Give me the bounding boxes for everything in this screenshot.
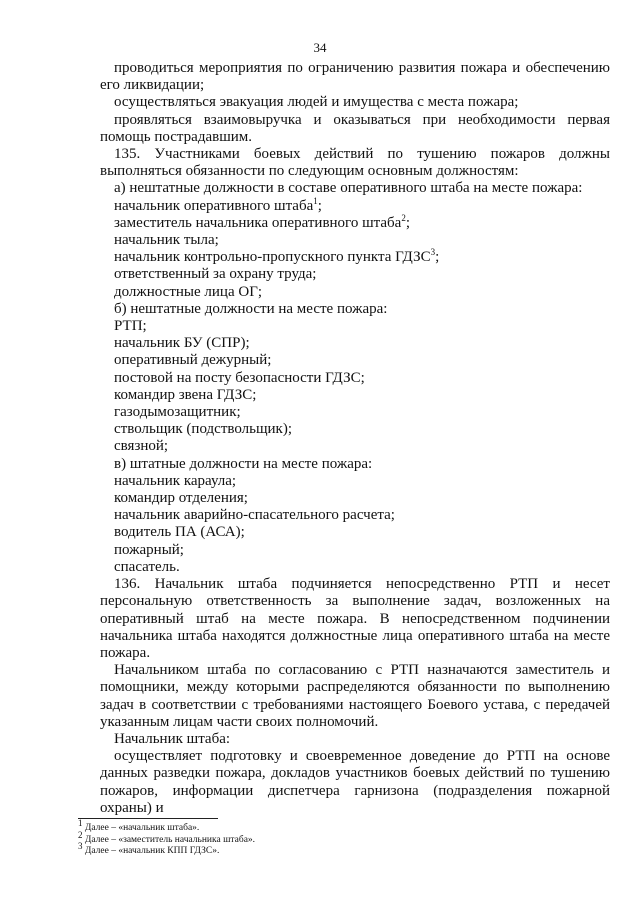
paragraph <box>100 180 610 197</box>
paragraph <box>100 490 610 507</box>
paragraph <box>100 301 610 318</box>
paragraph <box>100 370 610 387</box>
paragraph <box>100 212 610 232</box>
paragraph <box>100 731 610 748</box>
paragraph <box>100 524 610 541</box>
paragraph <box>100 404 610 421</box>
paragraph <box>100 456 610 473</box>
paragraph-text: начальник тыла; <box>114 232 219 249</box>
paragraph <box>100 748 610 817</box>
paragraph-text: начальник аварийно-спасательного расчета; <box>114 507 395 524</box>
footnote-ref: 1 <box>313 195 318 206</box>
paragraph-text: газодымозащитник; <box>114 404 241 421</box>
paragraph-text: осуществляться эвакуация людей и имущества с места пожара; <box>114 94 519 111</box>
paragraph <box>100 421 610 438</box>
paragraph-text: оперативный дежурный; <box>114 352 272 369</box>
paragraph-text: связной; <box>114 438 169 455</box>
footnote-text: Далее – «начальник штаба». <box>82 823 200 834</box>
paragraph <box>100 352 610 369</box>
paragraph-text: начальник караула; <box>114 472 237 489</box>
footnote-ref: 2 <box>401 212 406 223</box>
paragraph-text: командир звена ГДЗС; <box>114 386 257 403</box>
paragraph <box>100 195 610 215</box>
paragraph <box>100 146 610 180</box>
paragraph-text: а) нештатные должности в составе оперативного штаба на месте пожара: <box>114 180 583 197</box>
paragraph-tail: ; <box>435 249 440 266</box>
paragraph <box>100 266 610 283</box>
paragraph <box>100 232 610 249</box>
footnote-number: 2 <box>78 829 83 840</box>
paragraph <box>100 318 610 335</box>
paragraph <box>100 473 610 490</box>
paragraph-text: осуществляет подготовку и своевременное доведение до РТП на основе данных разведки пожара, докладов участников боевых действий по тушению пожаров, информации диспетчера гарнизона (подразделения пожарной охраны) и <box>100 748 610 816</box>
paragraph <box>100 559 610 576</box>
footnote-separator <box>78 818 218 819</box>
paragraph <box>100 438 610 455</box>
paragraph <box>100 662 610 731</box>
paragraph-text: ответственный за охрану труда; <box>114 266 317 283</box>
paragraph-text: постовой на посту безопасности ГДЗС; <box>114 369 365 386</box>
footnote-number: 3 <box>78 841 83 852</box>
paragraph-text: в) штатные должности на месте пожара: <box>114 455 373 472</box>
footnote-ref: 3 <box>430 247 436 258</box>
footnote <box>78 841 598 858</box>
footnote <box>78 818 598 835</box>
paragraph-tail: ; <box>405 214 410 231</box>
paragraph-text: начальник оперативного штаба <box>114 197 314 214</box>
paragraph-text: 135. Участниками боевых действий по тушению пожаров должны выполняться обязанности по следующим основным должностям: <box>100 146 610 180</box>
document-body <box>100 60 610 817</box>
paragraph-text: 136. Начальник штаба подчиняется непосредственно РТП и несет персональную ответственность за выполнение задач, возложенных на оперативный штаб на месте пожара. В непосредственном подчинении начальника штаба находятся должностные лица оперативного штаба на месте пожара. <box>100 576 610 661</box>
paragraph-text: Начальником штаба по согласованию с РТП назначаются заместитель и помощники, между которыми распределяются обязанности по выполнению задач в соответствии с требованиями настоящего Боевого устава, с передачей указанным лицам части своих полномочий. <box>100 662 610 730</box>
page-number: 34 <box>313 40 327 55</box>
paragraph-text: начальник БУ (СПР); <box>114 335 250 352</box>
footnote <box>78 829 598 847</box>
footnotes <box>78 818 598 858</box>
paragraph <box>100 60 610 94</box>
footnote-text: Далее – «заместитель начальника штаба». <box>82 834 256 845</box>
paragraph-text: б) нештатные должности на месте пожара: <box>114 300 388 317</box>
paragraph-text: Начальник штаба: <box>114 730 231 747</box>
paragraph <box>100 112 610 146</box>
paragraph <box>100 94 610 111</box>
paragraph <box>100 387 610 404</box>
paragraph-text: спасатель. <box>114 558 180 575</box>
paragraph <box>100 542 610 559</box>
paragraph-tail: ; <box>317 197 322 214</box>
paragraph-text: ствольщик (подствольщик); <box>114 421 293 438</box>
paragraph-text: заместитель начальника оперативного штаба <box>114 214 402 231</box>
footnote-text: Далее – «начальник КПП ГДЗС». <box>82 846 220 857</box>
footnote-number: 1 <box>78 818 83 828</box>
paragraph-text: РТП; <box>114 318 147 335</box>
paragraph-text: начальник контрольно-пропускного пункта ГДЗС <box>114 249 431 266</box>
paragraph-text: должностные лица ОГ; <box>114 283 263 300</box>
paragraph-text: проводиться мероприятия по ограничению развития пожара и обеспечению его ликвидации; <box>100 60 610 94</box>
paragraph <box>100 249 610 266</box>
paragraph <box>100 576 610 662</box>
paragraph <box>100 507 610 524</box>
paragraph-text: водитель ПА (АСА); <box>114 524 245 541</box>
paragraph <box>100 284 610 301</box>
paragraph-text: пожарный; <box>114 541 184 558</box>
paragraph-text: проявляться взаимовыручка и оказываться при необходимости первая помощь пострадавшим. <box>100 111 610 145</box>
paragraph <box>100 335 610 352</box>
paragraph-text: командир отделения; <box>114 490 248 507</box>
